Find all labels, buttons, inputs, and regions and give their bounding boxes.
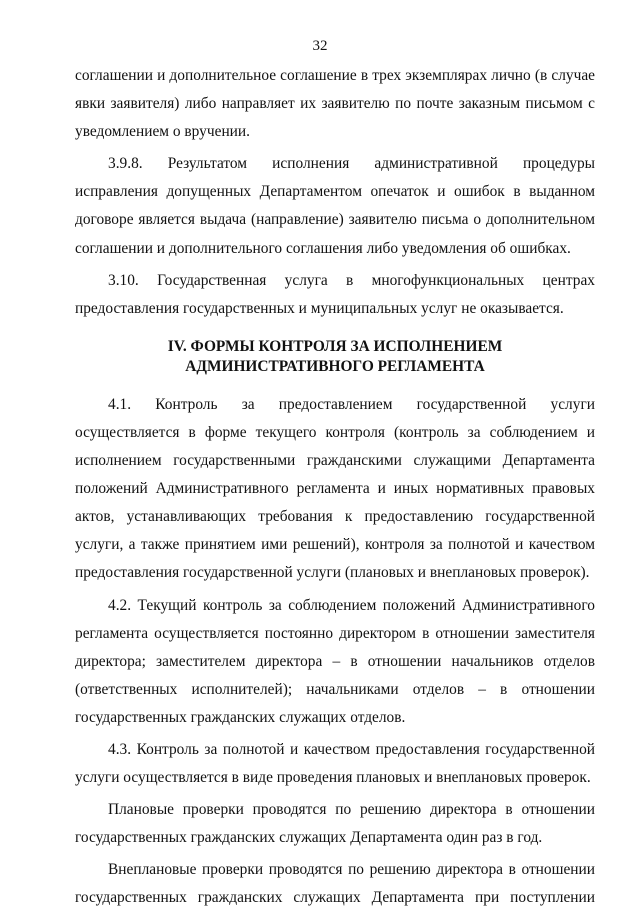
paragraph-planned-checks: Плановые проверки проводятся по решению директора в отношении государственных гражданских служащих Департамента один раз в год. [75,801,595,847]
paragraph-4-3: 4.3. Контроль за полнотой и качеством предоставления государственной услуги осуществляется в виде проведения плановых и внеплановых проверок. [75,740,595,787]
page-number: 32 [312,38,328,54]
section-heading [75,337,595,377]
section-heading-line-2: АДМИНИСТРАТИВНОГО РЕГЛАМЕНТА [185,357,485,375]
section-heading-line-1: IV. ФОРМЫ КОНТРОЛЯ ЗА ИСПОЛНЕНИЕМ [167,337,503,355]
paragraph-3-10: 3.10. Государственная услуга в многофункциональных центрах предоставления государственных и муниципальных услуг не оказывается. [75,271,595,317]
paragraph-3-9-8: 3.9.8. Результатом исполнения административной процедуры исправления допущенных Департаментом опечаток и ошибок в выданном договоре является выдача (направление) заявителю письма о дополнительном соглашении и дополнительного соглашения либо уведомления об ошибках. [75,155,595,257]
paragraph-continuation: соглашении и дополнительное соглашение в трех экземплярах лично (в случае явки заявителя) либо направляет их заявителю по почте заказным письмом с уведомлением о вручении. [75,67,595,141]
paragraph-4-2: 4.2. Текущий контроль за соблюдением положений Административного регламента осуществляется постоянно директором в отношении заместителя директора; заместителем директора – в отношении начальников отделов (ответственных исполнителей); начальниками отделов – в отношении государственных гражданских служащих отделов. [75,596,595,726]
paragraph-unplanned-checks: Внеплановые проверки проводятся по решению директора в отношении государственных гражданских служащих Департамента при поступлении [75,861,595,907]
paragraph-4-1: 4.1. Контроль за предоставлением государственной услуги осуществляется в форме текущего контроля (контроль за соблюдением и исполнением государственными гражданскими служащими Департамента положений Административного регламента и иных нормативных правовых актов, устанавливающих требования к предоставлению государственной услуги, а также принятием ими решений), контроля за полнотой и качеством предоставления государственной услуги (плановых и внеплановых проверок). [75,395,595,582]
document-body [75,62,595,913]
